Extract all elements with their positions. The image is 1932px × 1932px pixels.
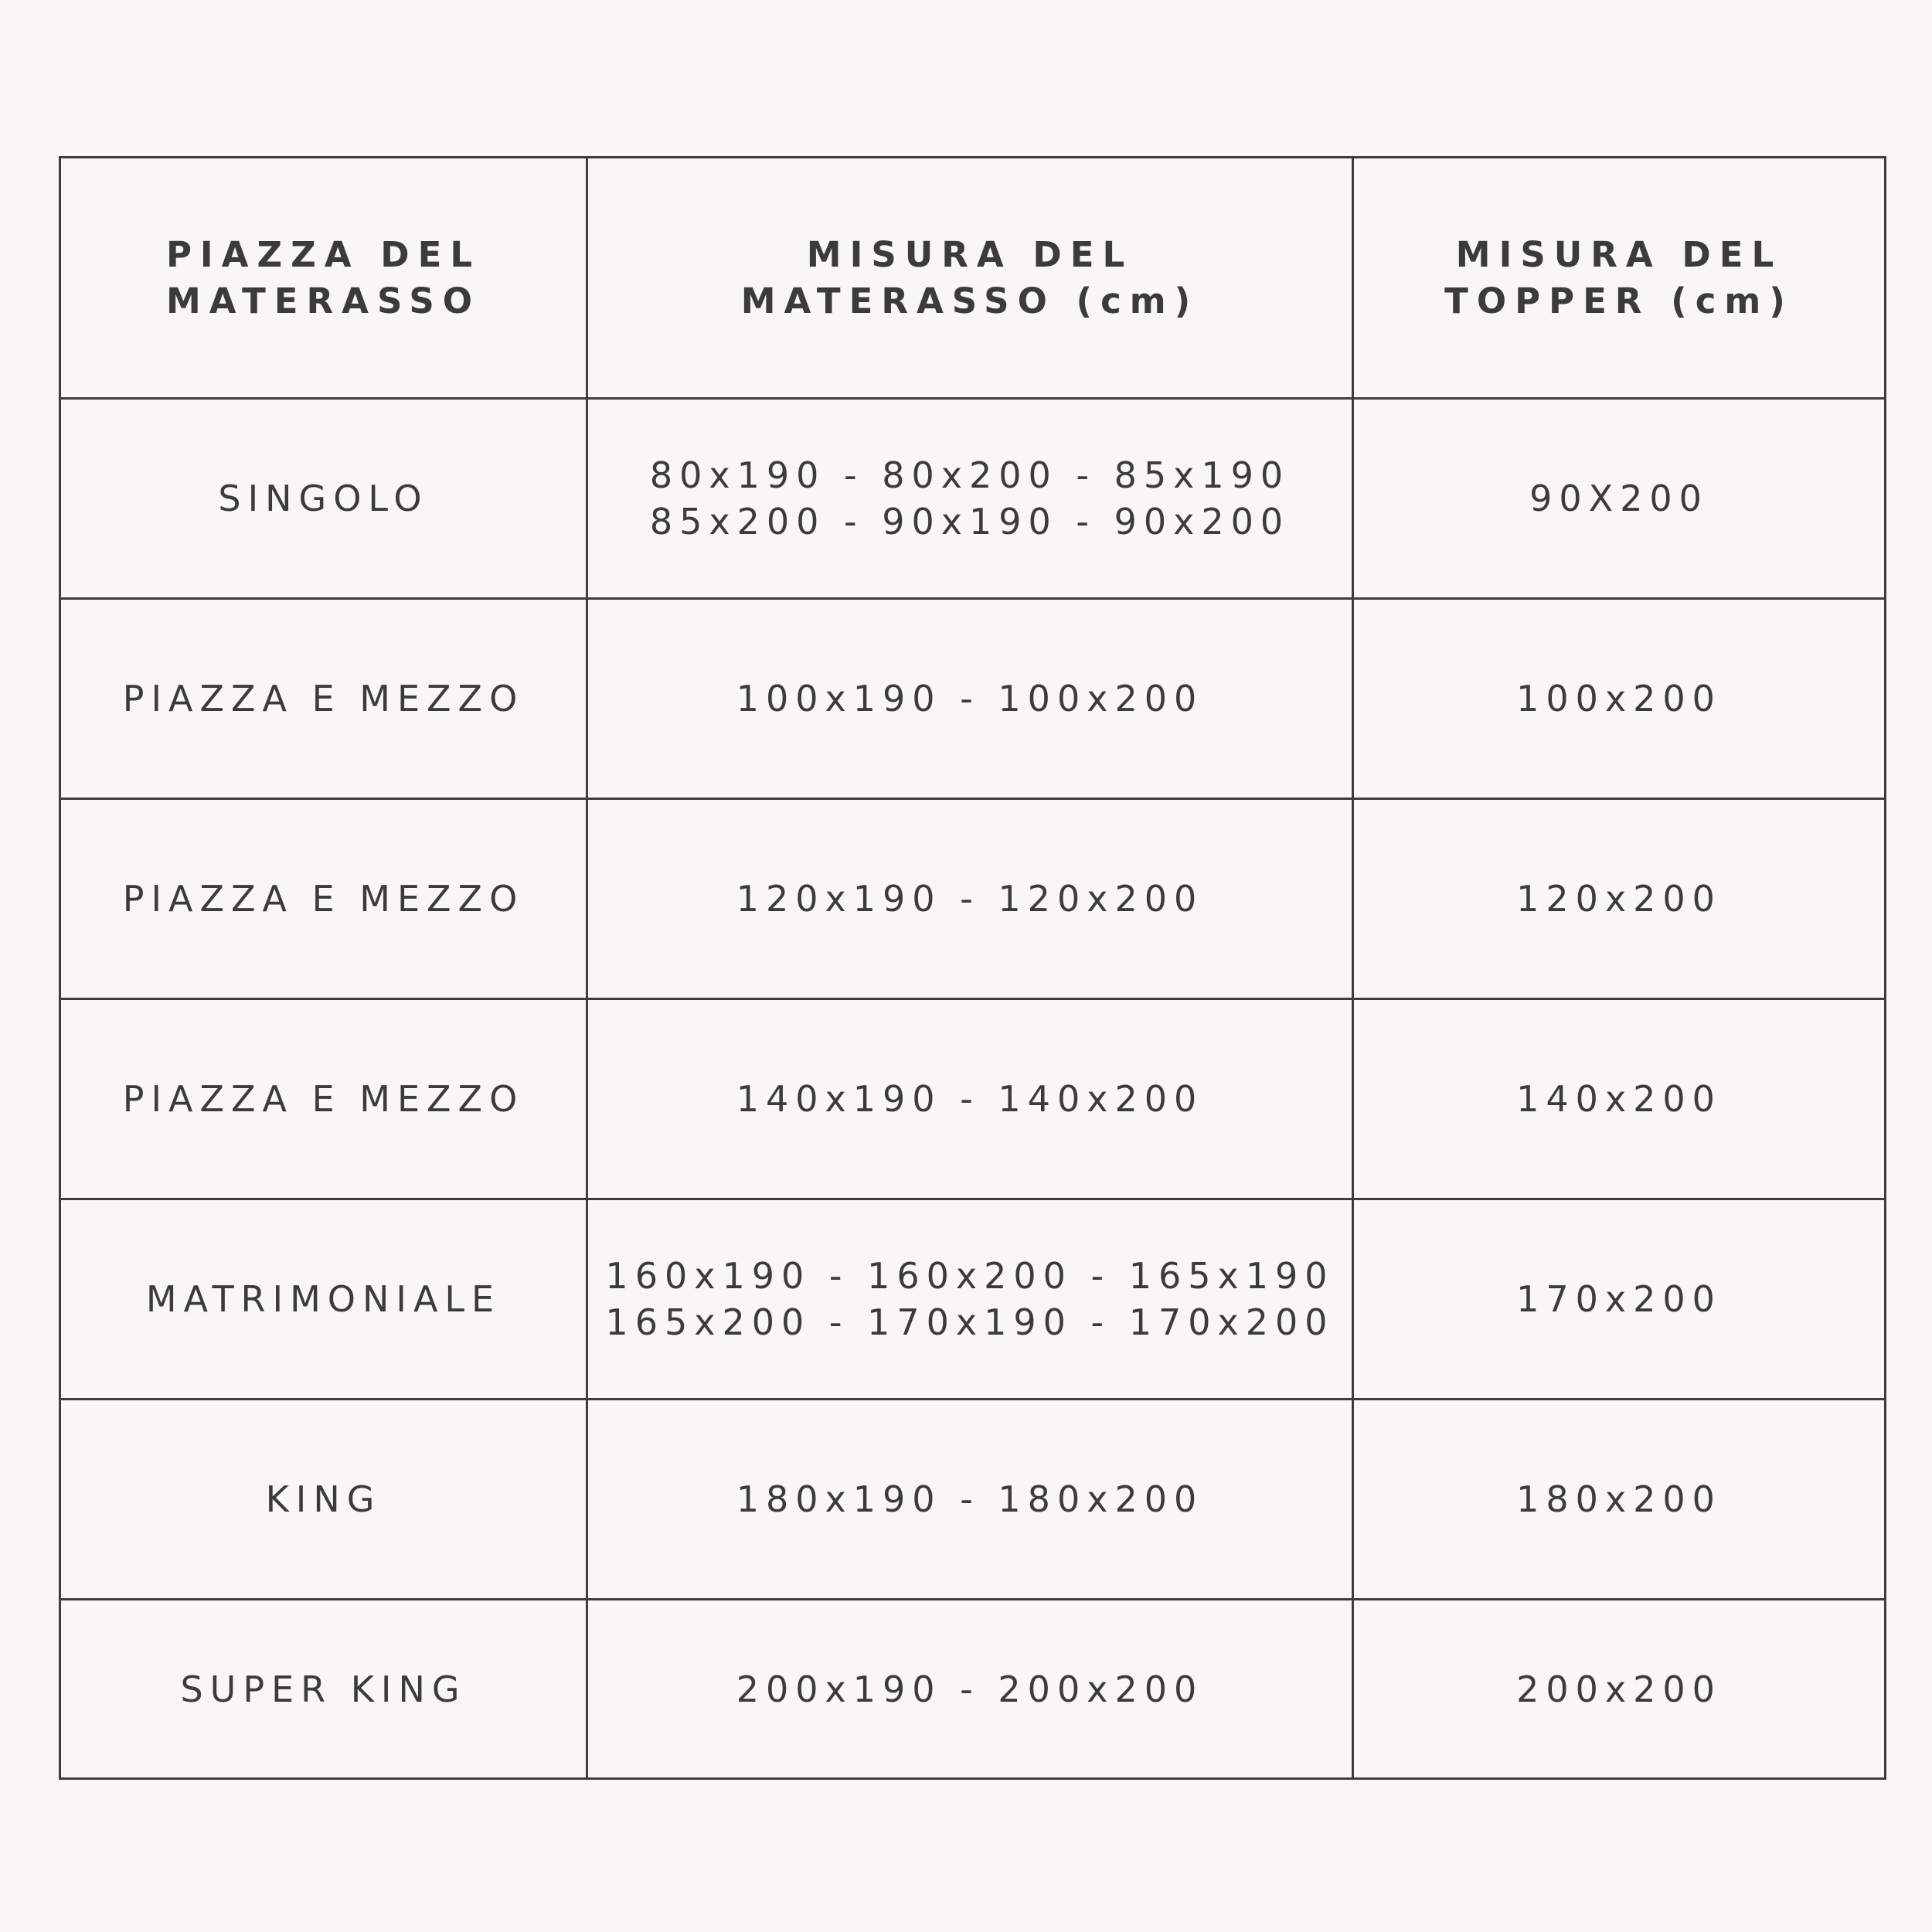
cell-bed-size: PIAZZA E MEZZO — [60, 799, 587, 999]
table-header-row — [60, 158, 1886, 399]
cell-bed-size: SINGOLO — [60, 399, 587, 599]
cell-mattress-size: 140x190 - 140x200 — [587, 999, 1353, 1199]
table-row — [60, 1199, 1886, 1400]
table-row — [60, 399, 1886, 599]
cell-topper-size: 120x200 — [1353, 799, 1886, 999]
table-row — [60, 799, 1886, 999]
cell-mattress-size: 200x190 - 200x200 — [587, 1600, 1353, 1779]
size-table — [59, 156, 1886, 1780]
cell-mattress-size: 180x190 - 180x200 — [587, 1400, 1353, 1600]
header-topper-size: MISURA DEL TOPPER (cm) — [1353, 158, 1886, 399]
cell-topper-size: 100x200 — [1353, 599, 1886, 799]
cell-bed-size: MATRIMONIALE — [60, 1199, 587, 1400]
cell-topper-size: 170x200 — [1353, 1199, 1886, 1400]
table-row — [60, 999, 1886, 1199]
cell-mattress-size: 160x190 - 160x200 - 165x190 165x200 - 170x190 - 170x200 — [587, 1199, 1353, 1400]
cell-bed-size: KING — [60, 1400, 587, 1600]
cell-topper-size: 180x200 — [1353, 1400, 1886, 1600]
cell-mattress-size: 80x190 - 80x200 - 85x190 85x200 - 90x190 - 90x200 — [587, 399, 1353, 599]
cell-mattress-size: 100x190 - 100x200 — [587, 599, 1353, 799]
cell-bed-size: PIAZZA E MEZZO — [60, 599, 587, 799]
cell-bed-size: PIAZZA E MEZZO — [60, 999, 587, 1199]
table-row — [60, 599, 1886, 799]
cell-topper-size: 140x200 — [1353, 999, 1886, 1199]
cell-bed-size: SUPER KING — [60, 1600, 587, 1779]
header-bed-size: PIAZZA DEL MATERASSO — [60, 158, 587, 399]
header-mattress-size: MISURA DEL MATERASSO (cm) — [587, 158, 1353, 399]
cell-topper-size: 90X200 — [1353, 399, 1886, 599]
table-row — [60, 1600, 1886, 1779]
cell-topper-size: 200x200 — [1353, 1600, 1886, 1779]
cell-mattress-size: 120x190 - 120x200 — [587, 799, 1353, 999]
table-row — [60, 1400, 1886, 1600]
